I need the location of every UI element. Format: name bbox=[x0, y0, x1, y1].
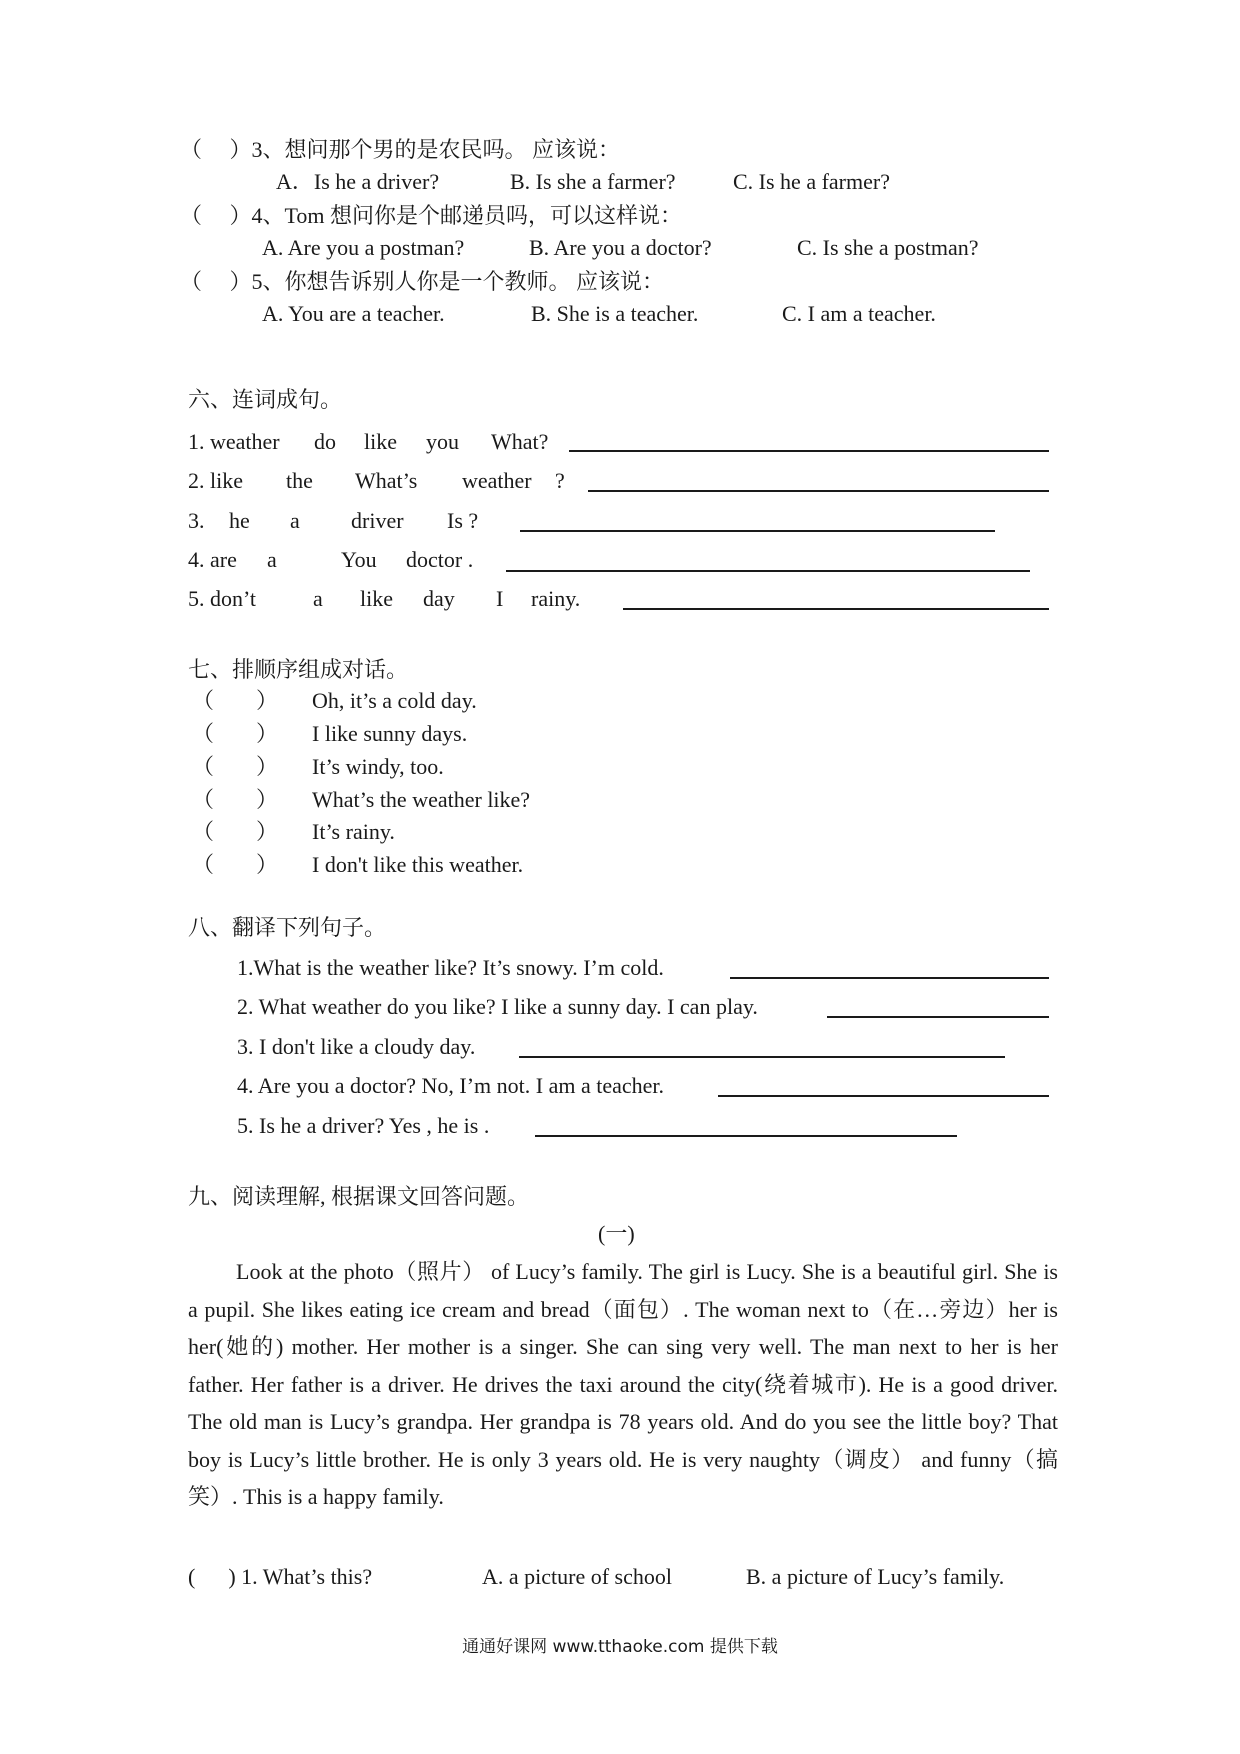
dialogue-line-4: What’s the weather like? bbox=[312, 787, 531, 812]
reading-q1-option-a: A. a picture of school bbox=[482, 1564, 672, 1589]
q4-option-c: C. Is she a postman? bbox=[797, 235, 979, 260]
word-1-2: do bbox=[314, 429, 336, 454]
word-3-5: Is ? bbox=[447, 508, 479, 533]
reading-q1-stem: ( ) 1. What’s this? bbox=[188, 1564, 373, 1589]
word-5-4: day bbox=[423, 586, 455, 611]
reading-q1-option-b: B. a picture of Lucy’s family. bbox=[746, 1564, 1005, 1589]
answer-line-3[interactable] bbox=[520, 530, 995, 532]
word-5-5: I bbox=[496, 586, 504, 611]
order-paren-close-5: ） bbox=[256, 819, 279, 844]
translate-line-4[interactable] bbox=[718, 1095, 1049, 1097]
word-2-1: 2. like bbox=[188, 468, 243, 493]
answer-line-1[interactable] bbox=[569, 450, 1049, 452]
translate-sentence-3: 3. I don't like a cloudy day. bbox=[237, 1034, 476, 1059]
section-6-title: 六、连词成句。 bbox=[188, 387, 343, 412]
word-2-2: the bbox=[286, 468, 313, 493]
answer-line-2[interactable] bbox=[588, 490, 1049, 492]
q3-option-c: C. Is he a farmer? bbox=[733, 169, 890, 194]
translate-sentence-4: 4. Are you a doctor? No, I’m not. I am a teacher. bbox=[237, 1073, 665, 1098]
order-paren-open-5: （ bbox=[192, 819, 215, 844]
word-1-4: you bbox=[426, 429, 459, 454]
order-paren-open-1: （ bbox=[192, 688, 215, 713]
order-paren-close-4: ） bbox=[256, 787, 279, 812]
word-4-1: 4. are bbox=[188, 547, 237, 572]
order-paren-close-2: ） bbox=[256, 721, 279, 746]
order-paren-open-2: （ bbox=[192, 721, 215, 746]
q4-option-a: A. Are you a postman? bbox=[262, 235, 465, 260]
translate-line-5[interactable] bbox=[535, 1135, 957, 1137]
word-3-1: 3. bbox=[188, 508, 205, 533]
dialogue-line-2: I like sunny days. bbox=[312, 721, 468, 746]
answer-line-4[interactable] bbox=[506, 570, 1030, 572]
word-2-5: ? bbox=[555, 468, 565, 493]
word-4-4: doctor . bbox=[406, 547, 474, 572]
word-3-2: he bbox=[229, 508, 250, 533]
order-paren-close-1: ） bbox=[256, 688, 279, 713]
q3-option-a: A．Is he a driver? bbox=[276, 169, 440, 194]
answer-line-5[interactable] bbox=[623, 608, 1049, 610]
translate-line-3[interactable] bbox=[519, 1056, 1005, 1058]
word-1-5: What? bbox=[491, 429, 549, 454]
translate-line-1[interactable] bbox=[730, 977, 1049, 979]
order-paren-close-3: ） bbox=[256, 754, 279, 779]
order-paren-close-6: ） bbox=[256, 852, 279, 877]
dialogue-line-6: I don't like this weather. bbox=[312, 852, 524, 877]
q5-option-b: B. She is a teacher. bbox=[531, 301, 699, 326]
word-4-3: You bbox=[341, 547, 377, 572]
word-2-3: What’s bbox=[355, 468, 418, 493]
word-5-1: 5. don’t bbox=[188, 586, 257, 611]
section-7-title: 七、排顺序组成对话。 bbox=[188, 657, 409, 682]
section-9-title: 九、阅读理解, 根据课文回答问题。 bbox=[188, 1184, 530, 1209]
q3-option-b: B. Is she a farmer? bbox=[510, 169, 676, 194]
passage-part-label: (一) bbox=[598, 1221, 635, 1246]
translate-sentence-5: 5. Is he a driver? Yes , he is . bbox=[237, 1113, 490, 1138]
word-2-4: weather bbox=[462, 468, 532, 493]
word-5-3: like bbox=[360, 586, 393, 611]
translate-sentence-2: 2. What weather do you like? I like a sunny day. I can play. bbox=[237, 994, 758, 1019]
word-3-4: driver bbox=[351, 508, 404, 533]
download-footer: 通通好课网 www.tthaoke.com 提供下载 bbox=[462, 1637, 778, 1657]
reading-passage: Look at the photo（照片） of Lucy’s family. The girl is Lucy. She is a beautiful girl. She is a pupil. She likes eating ice cream and bread（面包）. The woman next to（在…旁边）her is her(她的) mother. Her mother is a singer. She can sing very well. The man next to her is her father. Her father is a driver. He drives the taxi around the city(绕着城市). He is a good driver. The old man is Lucy’s grandpa. Her grandpa is 78 years old. And do you see the little boy? That boy is Lucy’s little brother. He is only 3 years old. He is very naughty（调皮） and funny（搞笑）. This is a happy family. bbox=[188, 1259, 1058, 1509]
word-5-2: a bbox=[313, 586, 323, 611]
order-paren-open-4: （ bbox=[192, 787, 215, 812]
translate-line-2[interactable] bbox=[827, 1016, 1049, 1018]
order-paren-open-6: （ bbox=[192, 852, 215, 877]
word-1-3: like bbox=[364, 429, 397, 454]
dialogue-line-3: It’s windy, too. bbox=[312, 754, 444, 779]
word-1-1: 1. weather bbox=[188, 429, 280, 454]
q3-stem: （ ）3、想问那个男的是农民吗。 应该说： bbox=[180, 137, 621, 162]
section-8-title: 八、翻译下列句子。 bbox=[188, 915, 387, 940]
order-paren-open-3: （ bbox=[192, 754, 215, 779]
word-5-6: rainy. bbox=[531, 586, 581, 611]
dialogue-line-1: Oh, it’s a cold day. bbox=[312, 688, 477, 713]
q5-option-a: A. You are a teacher. bbox=[262, 301, 445, 326]
dialogue-line-5: It’s rainy. bbox=[312, 819, 395, 844]
translate-sentence-1: 1.What is the weather like? It’s snowy. I’m cold. bbox=[237, 955, 664, 980]
word-3-3: a bbox=[290, 508, 300, 533]
q5-option-c: C. I am a teacher. bbox=[782, 301, 936, 326]
q5-stem: （ ）5、你想告诉别人你是一个教师。 应该说： bbox=[180, 269, 665, 294]
q4-option-b: B. Are you a doctor? bbox=[529, 235, 712, 260]
word-4-2: a bbox=[267, 547, 277, 572]
q4-stem: （ ）4、Tom 想问你是个邮递员吗，可以这样说： bbox=[180, 203, 683, 228]
